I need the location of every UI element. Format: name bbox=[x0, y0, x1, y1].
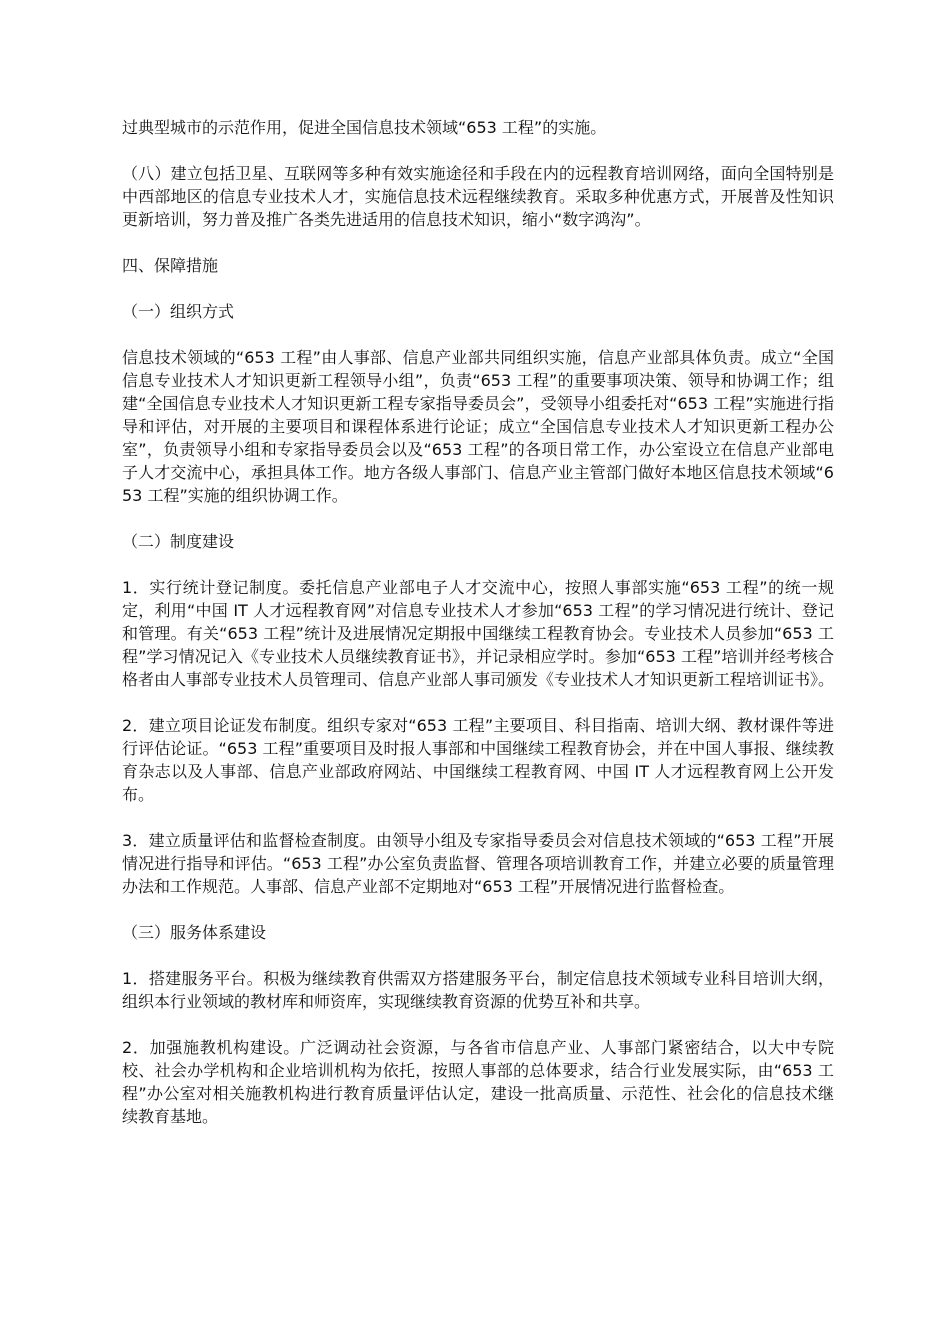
paragraph-system-1: 1．实行统计登记制度。委托信息产业部电子人才交流中心，按照人事部实施“653 工程”的统一规定，利用“中国 IT 人才远程教育网”对信息专业技术人才参加“653 工程”的学习情况进行统计、登记和管理。有关“653 工程”统计及进展情况定期报中国继续工程教育协会。专业技术人员参加“653 工程”学习情况记入《专业技术人员继续教育证书》，并记录相应学时。参加“653 工程”培训并经考核合格者由人事部专业技术人员管理司、信息产业部人事司颁发《专业技术人才知识更新工程培训证书》。 bbox=[122, 578, 835, 689]
subsection-heading-service: （三）服务体系建设 bbox=[122, 923, 267, 942]
paragraph-item-8: （八）建立包括卫星、互联网等多种有效实施途径和手段在内的远程教育培训网络，面向全国特别是中西部地区的信息专业技术人才，实施信息技术远程继续教育。采取多种优惠方式，开展普及性知识更新培训，努力普及推广各类先进适用的信息技术知识，缩小“数字鸿沟”。 bbox=[122, 164, 834, 229]
document-page bbox=[122, 116, 834, 1151]
paragraph-system-3: 3．建立质量评估和监督检查制度。由领导小组及专家指导委员会对信息技术领域的“653 工程”开展情况进行指导和评估。“653 工程”办公室负责监督、管理各项培训教育工作，并建立必要的质量管理办法和工作规范。人事部、信息产业部不定期地对“653 工程”开展情况进行监督检查。 bbox=[122, 831, 834, 896]
section-heading-safeguards: 四、保障措施 bbox=[122, 256, 219, 275]
paragraph-intro-continuation: 过典型城市的示范作用，促进全国信息技术领域“653 工程”的实施。 bbox=[122, 118, 607, 137]
subsection-heading-organization: （一）组织方式 bbox=[122, 302, 235, 321]
paragraph-system-2: 2．建立项目论证发布制度。组织专家对“653 工程”主要项目、科目指南、培训大纲、教材课件等进行评估论证。“653 工程”重要项目及时报人事部和中国继续工程教育协会，并在中国人事报、继续教育杂志以及人事部、信息产业部政府网站、中国继续工程教育网、中国 IT 人才远程教育网上公开发布。 bbox=[122, 716, 834, 804]
paragraph-service-2: 2．加强施教机构建设。广泛调动社会资源，与各省市信息产业、人事部门紧密结合，以大中专院校、社会办学机构和企业培训机构为依托，按照人事部的总体要求，结合行业发展实际，由“653 工程”办公室对相关施教机构进行教育质量评估认定，建设一批高质量、示范性、社会化的信息技术继续教育基地。 bbox=[122, 1038, 834, 1126]
subsection-heading-system: （二）制度建设 bbox=[122, 532, 235, 551]
paragraph-service-1: 1．搭建服务平台。积极为继续教育供需双方搭建服务平台，制定信息技术领域专业科目培训大纲，组织本行业领域的教材库和师资库，实现继续教育资源的优势互补和共享。 bbox=[122, 969, 834, 1011]
paragraph-organization: 信息技术领域的“653 工程”由人事部、信息产业部共同组织实施，信息产业部具体负责。成立“全国信息专业技术人才知识更新工程领导小组”，负责“653 工程”的重要事项决策、领导和协调工作；组建“全国信息专业技术人才知识更新工程专家指导委员会”，受领导小组委托对“653 工程”实施进行指导和评估，对开展的主要项目和课程体系进行论证；成立“全国信息专业技术人才知识更新工程办公室”，负责领导小组和专家指导委员会以及“653 工程”的各项日常工作，办公室设立在信息产业部电子人才交流中心，承担具体工作。地方各级人事部门、信息产业主管部门做好本地区信息技术领域“653 工程”实施的组织协调工作。 bbox=[122, 348, 834, 505]
